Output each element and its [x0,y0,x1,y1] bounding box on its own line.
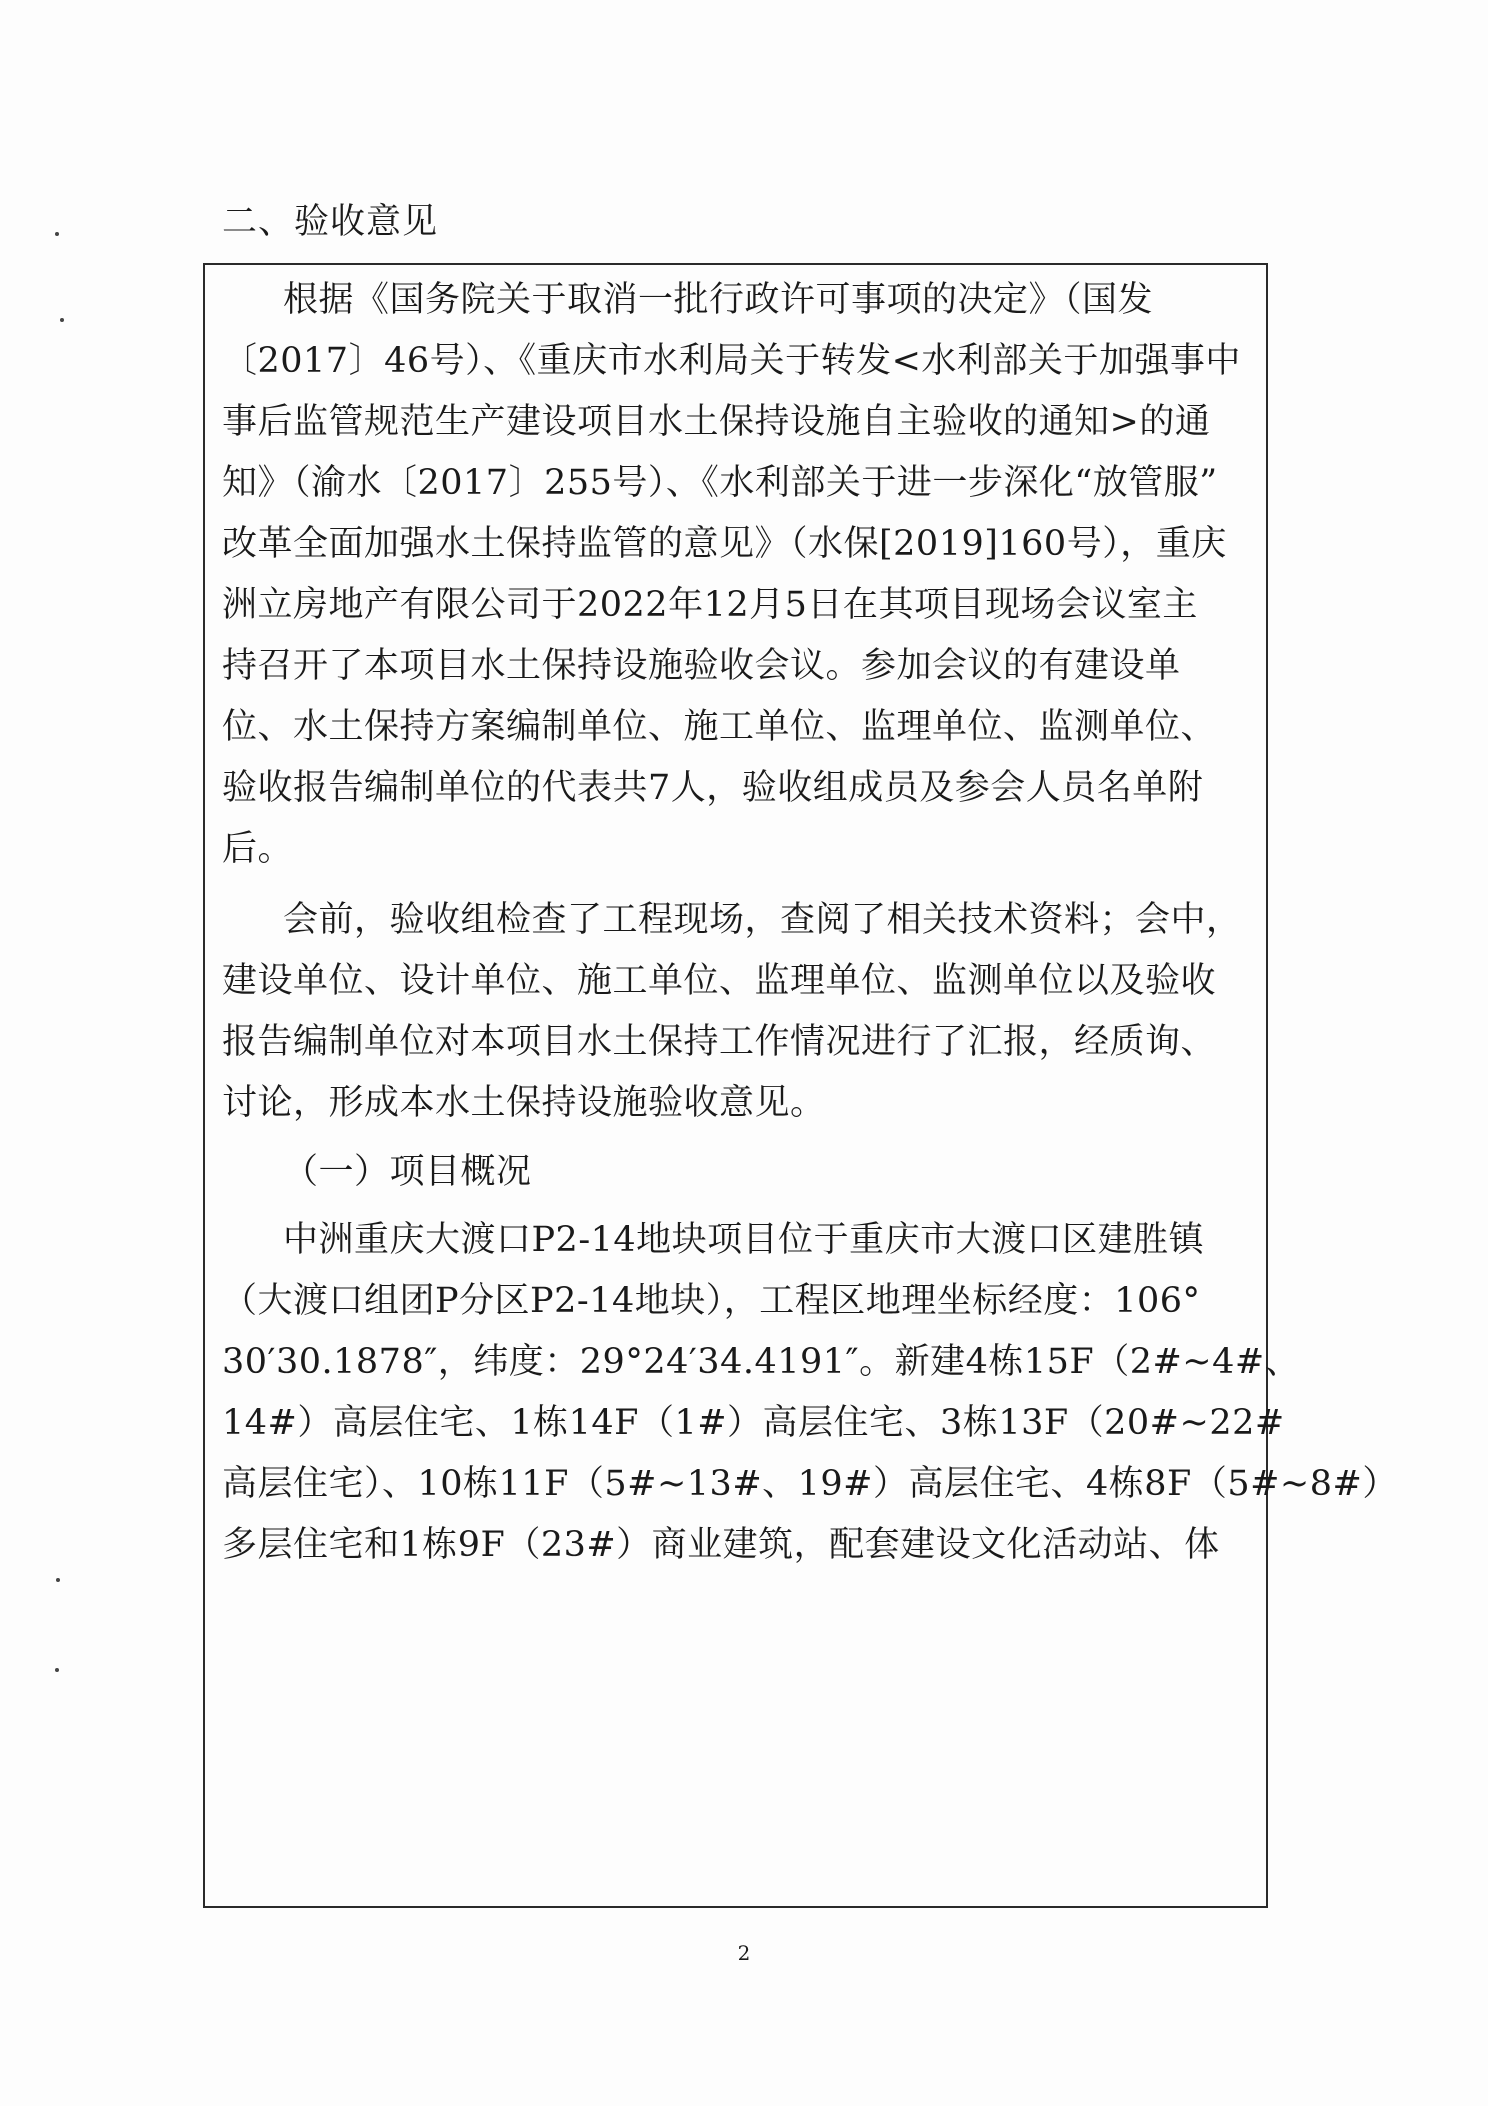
text-line: 14#）高层住宅、1栋14F（1#）高层住宅、3栋13F（20#~22# [222,1403,1285,1443]
text-line: 后。 [222,829,294,869]
section-title: 二、验收意见 [222,202,439,242]
text-line: 多层住宅和1栋9F（23#）商业建筑，配套建设文化活动站、体 [222,1525,1220,1565]
subsection-heading: （一）项目概况 [283,1152,532,1192]
text-line: 位、水土保持方案编制单位、施工单位、监理单位、监测单位、 [222,707,1217,747]
text-line: （大渡口组团P分区P2-14地块），工程区地理坐标经度：106° [222,1281,1201,1321]
page-number: 2 [737,1941,751,1965]
text-line: 根据《国务院关于取消一批行政许可事项的决定》（国发 [283,280,1154,320]
text-line: 高层住宅）、10栋11F（5#~13#、19#）高层住宅、4栋8F（5#~8#） [222,1464,1398,1504]
scan-speck [56,1578,60,1582]
text-line: 报告编制单位对本项目水土保持工作情况进行了汇报，经质询、 [222,1022,1217,1062]
text-line: 〔2017〕46号）、《重庆市水利局关于转发<水利部关于加强事中 [222,341,1241,381]
text-line: 建设单位、设计单位、施工单位、监理单位、监测单位以及验收 [222,961,1217,1001]
text-line: 30′30.1878″，纬度：29°24′34.4191″。新建4栋15F（2#~4#、 [222,1342,1301,1382]
text-line: 讨论，形成本水土保持设施验收意见。 [222,1083,826,1123]
text-line: 事后监管规范生产建设项目水土保持设施自主验收的通知>的通 [222,402,1211,442]
scan-speck [55,1668,59,1672]
text-line: 知》（渝水〔2017〕255号）、《水利部关于进一步深化“放管服” [222,463,1218,503]
text-line: 洲立房地产有限公司于2022年12月5日在其项目现场会议室主 [222,585,1198,625]
scan-speck [60,318,64,322]
text-line: 改革全面加强水土保持监管的意见》（水保[2019]160号），重庆 [222,524,1227,564]
text-line: 验收报告编制单位的代表共7人，验收组成员及参会人员名单附 [222,768,1204,808]
scan-speck [55,232,59,236]
text-line: 中洲重庆大渡口P2-14地块项目位于重庆市大渡口区建胜镇 [283,1220,1205,1260]
text-line: 持召开了本项目水土保持设施验收会议。参加会议的有建设单 [222,646,1181,686]
text-line: 会前，验收组检查了工程现场，查阅了相关技术资料；会中， [283,900,1242,940]
